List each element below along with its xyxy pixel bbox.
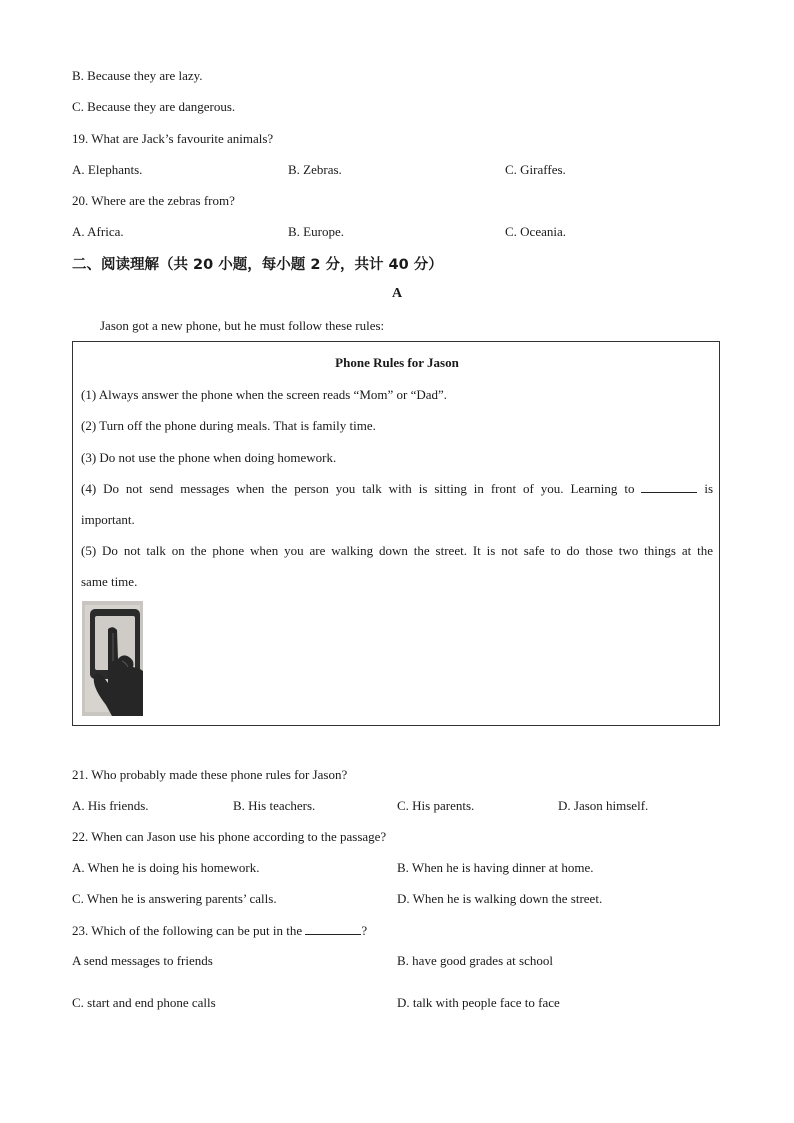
q19-option-b: B. Zebras. — [288, 162, 342, 177]
rule-4-line-1 — [81, 480, 713, 498]
q22-option-a: A. When he is doing his homework. — [72, 860, 260, 875]
rules-box-title: Phone Rules for Jason — [335, 355, 459, 370]
q21-stem: 21. Who probably made these phone rules for Jason? — [72, 767, 348, 782]
rule-5-line-2: same time. — [81, 574, 138, 589]
rule-4-line-2: important. — [81, 512, 135, 527]
q21-option-c: C. His parents. — [397, 798, 475, 813]
q23-option-c: C. start and end phone calls — [72, 995, 216, 1010]
hand-touching-phone-icon — [82, 601, 143, 716]
section-title: 二、阅读理解（共 20 小题，每小题 2 分，共计 40 分） — [72, 257, 443, 273]
q20-option-c: C. Oceania. — [505, 224, 567, 239]
q23-option-b: B. have good grades at school — [397, 953, 553, 968]
rule-2: (2) Turn off the phone during meals. That is family time. — [81, 418, 376, 433]
q19-option-a: A. Elephants. — [72, 162, 143, 177]
q23-option-a: A send messages to friends — [72, 953, 213, 968]
rule-3: (3) Do not use the phone when doing homework. — [81, 450, 337, 465]
q21-option-a: A. His friends. — [72, 798, 149, 813]
q23-blank — [305, 922, 361, 935]
q23-option-d: D. talk with people face to face — [397, 995, 560, 1010]
rule-1: (1) Always answer the phone when the screen reads “Mom” or “Dad”. — [81, 387, 448, 402]
q21-option-b: B. His teachers. — [233, 798, 316, 813]
q22-option-d: D. When he is walking down the street. — [397, 891, 603, 906]
fill-in-blank — [641, 480, 697, 493]
q20-option-b: B. Europe. — [288, 224, 344, 239]
q21-option-d: D. Jason himself. — [558, 798, 649, 813]
q23-stem — [72, 922, 367, 940]
q18-option-c: C. Because they are dangerous. — [72, 99, 236, 114]
q22-stem: 22. When can Jason use his phone according to the passage? — [72, 829, 387, 844]
phone-rules-box — [72, 341, 720, 726]
passage-intro: Jason got a new phone, but he must follow these rules: — [100, 318, 385, 333]
passage-letter: A — [391, 286, 403, 301]
rule-5-line-1: (5) Do not talk on the phone when you are walking down the street. It is not safe to do those two things at the — [81, 543, 713, 558]
q22-option-c: C. When he is answering parents’ calls. — [72, 891, 277, 906]
q19-option-c: C. Giraffes. — [505, 162, 566, 177]
rule-4-text: (4) Do not send messages when the person you talk with is sitting in front of you. Learning to — [81, 481, 635, 496]
rule-4-text-end: is — [704, 481, 714, 496]
q19-stem: 19. What are Jack’s favourite animals? — [72, 131, 274, 146]
q22-option-b: B. When he is having dinner at home. — [397, 860, 594, 875]
q23-stem-end: ? — [361, 923, 368, 938]
q23-stem-text: 23. Which of the following can be put in the — [72, 923, 303, 938]
q20-option-a: A. Africa. — [72, 224, 124, 239]
q20-stem: 20. Where are the zebras from? — [72, 193, 235, 208]
q18-option-b: B. Because they are lazy. — [72, 68, 203, 83]
